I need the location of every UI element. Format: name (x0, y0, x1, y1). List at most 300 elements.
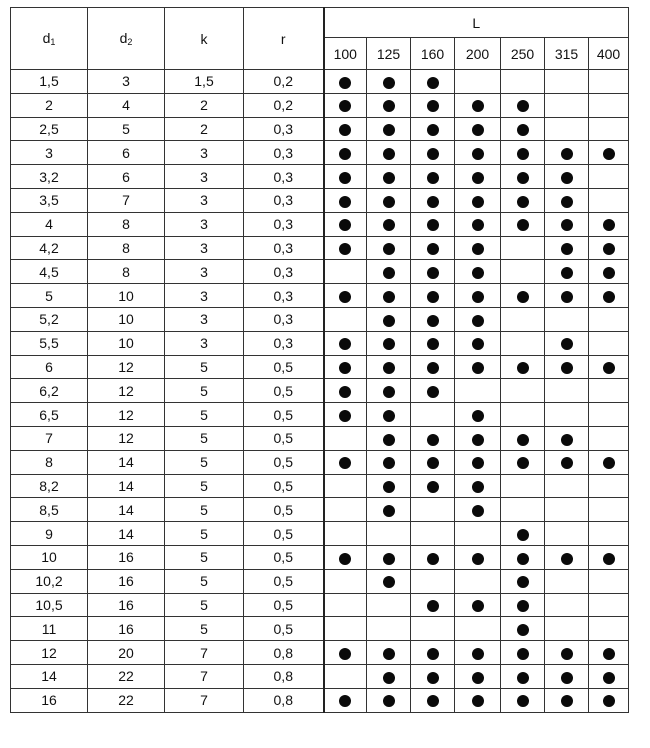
cell-length-400 (589, 331, 629, 355)
cell-length-400 (589, 70, 629, 94)
cell-length-315 (545, 355, 589, 379)
table-row (11, 617, 629, 641)
cell-r: 0,3 (244, 260, 324, 284)
availability-dot-icon (427, 148, 439, 160)
availability-dot-icon (603, 672, 615, 684)
availability-dot-icon (427, 77, 439, 89)
availability-dot-icon (472, 505, 484, 517)
cell-length-250 (501, 117, 545, 141)
header-d1 (11, 8, 88, 70)
availability-dot-icon (339, 457, 351, 469)
cell-k: 5 (165, 593, 244, 617)
availability-dot-icon (427, 648, 439, 660)
cell-length-200 (455, 474, 501, 498)
cell-length-160 (411, 331, 455, 355)
availability-dot-icon (561, 457, 573, 469)
cell-length-400 (589, 498, 629, 522)
cell-length-125 (367, 403, 411, 427)
header-length: 100 (324, 38, 367, 70)
availability-dot-icon (383, 148, 395, 160)
cell-length-200 (455, 355, 501, 379)
cell-length-160 (411, 545, 455, 569)
cell-d1: 10,5 (11, 593, 88, 617)
cell-d2: 14 (88, 450, 165, 474)
cell-k: 2 (165, 117, 244, 141)
cell-r: 0,5 (244, 569, 324, 593)
cell-length-200 (455, 260, 501, 284)
cell-length-400 (589, 545, 629, 569)
availability-dot-icon (603, 148, 615, 160)
cell-length-400 (589, 141, 629, 165)
cell-k: 7 (165, 641, 244, 665)
cell-length-100 (324, 212, 367, 236)
availability-dot-icon (339, 362, 351, 374)
cell-d2: 8 (88, 236, 165, 260)
cell-r: 0,3 (244, 117, 324, 141)
cell-d2: 22 (88, 688, 165, 712)
cell-length-250 (501, 617, 545, 641)
availability-dot-icon (427, 100, 439, 112)
cell-length-250 (501, 522, 545, 546)
cell-length-125 (367, 688, 411, 712)
availability-dot-icon (383, 553, 395, 565)
cell-length-250 (501, 593, 545, 617)
availability-dot-icon (427, 219, 439, 231)
availability-dot-icon (427, 267, 439, 279)
cell-r: 0,5 (244, 498, 324, 522)
cell-length-125 (367, 236, 411, 260)
cell-length-200 (455, 141, 501, 165)
availability-dot-icon (603, 243, 615, 255)
cell-length-160 (411, 236, 455, 260)
table-row (11, 307, 629, 331)
table-row (11, 593, 629, 617)
cell-length-160 (411, 93, 455, 117)
cell-k: 5 (165, 498, 244, 522)
cell-length-315 (545, 141, 589, 165)
cell-d2: 12 (88, 403, 165, 427)
cell-length-250 (501, 141, 545, 165)
cell-d1: 9 (11, 522, 88, 546)
cell-length-160 (411, 522, 455, 546)
cell-length-250 (501, 188, 545, 212)
availability-dot-icon (339, 196, 351, 208)
availability-dot-icon (383, 77, 395, 89)
cell-length-160 (411, 498, 455, 522)
table-row (11, 664, 629, 688)
cell-length-200 (455, 165, 501, 189)
cell-length-125 (367, 331, 411, 355)
availability-dot-icon (472, 410, 484, 422)
cell-d1: 8,2 (11, 474, 88, 498)
cell-length-125 (367, 355, 411, 379)
cell-length-160 (411, 307, 455, 331)
availability-dot-icon (427, 243, 439, 255)
cell-length-100 (324, 450, 367, 474)
header-d2 (88, 8, 165, 70)
cell-r: 0,5 (244, 403, 324, 427)
cell-r: 0,5 (244, 355, 324, 379)
cell-length-125 (367, 450, 411, 474)
cell-k: 5 (165, 545, 244, 569)
cell-d2: 14 (88, 498, 165, 522)
cell-r: 0,8 (244, 641, 324, 665)
cell-r: 0,3 (244, 141, 324, 165)
availability-dot-icon (561, 196, 573, 208)
availability-dot-icon (339, 219, 351, 231)
cell-length-200 (455, 498, 501, 522)
cell-length-315 (545, 117, 589, 141)
cell-length-200 (455, 284, 501, 308)
cell-length-200 (455, 236, 501, 260)
cell-r: 0,8 (244, 688, 324, 712)
availability-dot-icon (603, 695, 615, 707)
cell-length-315 (545, 212, 589, 236)
cell-k: 5 (165, 569, 244, 593)
table-row (11, 403, 629, 427)
table-row (11, 93, 629, 117)
cell-length-100 (324, 617, 367, 641)
cell-length-315 (545, 641, 589, 665)
availability-dot-icon (427, 457, 439, 469)
availability-dot-icon (472, 148, 484, 160)
availability-dot-icon (339, 648, 351, 660)
cell-length-250 (501, 70, 545, 94)
cell-k: 3 (165, 188, 244, 212)
cell-length-250 (501, 236, 545, 260)
cell-length-160 (411, 617, 455, 641)
cell-length-160 (411, 70, 455, 94)
cell-d1: 10,2 (11, 569, 88, 593)
cell-length-100 (324, 641, 367, 665)
availability-dot-icon (472, 338, 484, 350)
table-row (11, 641, 629, 665)
cell-k: 5 (165, 617, 244, 641)
cell-length-200 (455, 688, 501, 712)
availability-dot-icon (383, 576, 395, 588)
cell-length-250 (501, 284, 545, 308)
cell-d1: 4 (11, 212, 88, 236)
availability-dot-icon (427, 338, 439, 350)
availability-dot-icon (561, 553, 573, 565)
cell-length-125 (367, 307, 411, 331)
cell-length-125 (367, 188, 411, 212)
cell-length-250 (501, 379, 545, 403)
table-row (11, 498, 629, 522)
availability-dot-icon (339, 100, 351, 112)
cell-length-100 (324, 569, 367, 593)
cell-d2: 10 (88, 284, 165, 308)
availability-dot-icon (427, 481, 439, 493)
table-row (11, 331, 629, 355)
cell-length-100 (324, 403, 367, 427)
cell-length-125 (367, 641, 411, 665)
cell-length-400 (589, 593, 629, 617)
cell-k: 1,5 (165, 70, 244, 94)
cell-d2: 8 (88, 212, 165, 236)
cell-length-400 (589, 426, 629, 450)
cell-length-160 (411, 593, 455, 617)
cell-k: 5 (165, 379, 244, 403)
availability-dot-icon (472, 124, 484, 136)
availability-dot-icon (339, 695, 351, 707)
availability-dot-icon (603, 267, 615, 279)
cell-r: 0,5 (244, 474, 324, 498)
cell-length-200 (455, 450, 501, 474)
table-row (11, 379, 629, 403)
cell-length-100 (324, 688, 367, 712)
availability-dot-icon (383, 481, 395, 493)
cell-length-125 (367, 165, 411, 189)
cell-r: 0,3 (244, 212, 324, 236)
availability-dot-icon (427, 291, 439, 303)
availability-dot-icon (427, 362, 439, 374)
cell-length-250 (501, 545, 545, 569)
availability-dot-icon (517, 648, 529, 660)
cell-length-315 (545, 236, 589, 260)
cell-k: 3 (165, 331, 244, 355)
availability-dot-icon (383, 267, 395, 279)
cell-length-315 (545, 379, 589, 403)
cell-d1: 8,5 (11, 498, 88, 522)
cell-length-400 (589, 641, 629, 665)
cell-length-200 (455, 379, 501, 403)
cell-length-100 (324, 165, 367, 189)
availability-dot-icon (427, 553, 439, 565)
cell-length-315 (545, 617, 589, 641)
availability-dot-icon (561, 672, 573, 684)
availability-dot-icon (517, 457, 529, 469)
table-container (10, 7, 629, 713)
table-row (11, 188, 629, 212)
availability-dot-icon (383, 505, 395, 517)
availability-dot-icon (383, 672, 395, 684)
cell-length-125 (367, 498, 411, 522)
header-d2-label: d (119, 30, 128, 46)
cell-length-125 (367, 93, 411, 117)
cell-length-400 (589, 260, 629, 284)
availability-dot-icon (517, 576, 529, 588)
cell-length-160 (411, 569, 455, 593)
availability-dot-icon (603, 553, 615, 565)
dimension-table (10, 7, 629, 713)
availability-dot-icon (472, 695, 484, 707)
table-row (11, 165, 629, 189)
cell-d1: 5,2 (11, 307, 88, 331)
cell-length-400 (589, 188, 629, 212)
availability-dot-icon (427, 386, 439, 398)
cell-length-160 (411, 284, 455, 308)
availability-dot-icon (383, 196, 395, 208)
cell-k: 3 (165, 284, 244, 308)
cell-length-315 (545, 450, 589, 474)
cell-length-200 (455, 212, 501, 236)
table-row (11, 260, 629, 284)
cell-k: 5 (165, 450, 244, 474)
availability-dot-icon (339, 124, 351, 136)
cell-length-100 (324, 141, 367, 165)
cell-length-160 (411, 379, 455, 403)
table-row (11, 522, 629, 546)
cell-length-400 (589, 117, 629, 141)
cell-d1: 5,5 (11, 331, 88, 355)
cell-length-160 (411, 260, 455, 284)
cell-length-160 (411, 450, 455, 474)
cell-length-315 (545, 522, 589, 546)
cell-length-400 (589, 474, 629, 498)
availability-dot-icon (427, 196, 439, 208)
availability-dot-icon (339, 410, 351, 422)
header-d1-label: d (42, 30, 51, 46)
cell-r: 0,5 (244, 379, 324, 403)
cell-length-315 (545, 70, 589, 94)
cell-length-125 (367, 664, 411, 688)
cell-length-100 (324, 188, 367, 212)
cell-length-200 (455, 403, 501, 427)
cell-k: 3 (165, 260, 244, 284)
availability-dot-icon (603, 219, 615, 231)
cell-length-160 (411, 165, 455, 189)
availability-dot-icon (339, 291, 351, 303)
cell-length-160 (411, 355, 455, 379)
cell-length-160 (411, 403, 455, 427)
cell-d2: 10 (88, 307, 165, 331)
cell-d1: 7 (11, 426, 88, 450)
cell-r: 0,2 (244, 93, 324, 117)
availability-dot-icon (339, 386, 351, 398)
cell-d1: 3,5 (11, 188, 88, 212)
cell-d1: 10 (11, 545, 88, 569)
cell-length-400 (589, 664, 629, 688)
cell-length-125 (367, 474, 411, 498)
cell-length-250 (501, 664, 545, 688)
header-row-top (11, 8, 629, 38)
availability-dot-icon (561, 267, 573, 279)
cell-d1: 2 (11, 93, 88, 117)
cell-length-315 (545, 307, 589, 331)
cell-length-400 (589, 403, 629, 427)
availability-dot-icon (472, 196, 484, 208)
cell-length-315 (545, 403, 589, 427)
availability-dot-icon (383, 315, 395, 327)
cell-d2: 5 (88, 117, 165, 141)
availability-dot-icon (427, 315, 439, 327)
availability-dot-icon (427, 600, 439, 612)
availability-dot-icon (561, 338, 573, 350)
cell-d2: 14 (88, 474, 165, 498)
cell-d1: 4,2 (11, 236, 88, 260)
cell-d2: 14 (88, 522, 165, 546)
cell-length-100 (324, 664, 367, 688)
cell-length-125 (367, 545, 411, 569)
header-k: k (165, 8, 244, 70)
availability-dot-icon (472, 100, 484, 112)
availability-dot-icon (383, 338, 395, 350)
availability-dot-icon (427, 695, 439, 707)
header-length: 125 (367, 38, 411, 70)
availability-dot-icon (561, 172, 573, 184)
cell-length-315 (545, 284, 589, 308)
cell-r: 0,2 (244, 70, 324, 94)
cell-k: 5 (165, 355, 244, 379)
cell-k: 5 (165, 522, 244, 546)
availability-dot-icon (472, 219, 484, 231)
table-row (11, 212, 629, 236)
cell-length-125 (367, 569, 411, 593)
cell-r: 0,3 (244, 165, 324, 189)
cell-length-250 (501, 260, 545, 284)
cell-length-100 (324, 260, 367, 284)
availability-dot-icon (472, 172, 484, 184)
cell-length-100 (324, 93, 367, 117)
availability-dot-icon (603, 291, 615, 303)
cell-length-100 (324, 593, 367, 617)
availability-dot-icon (383, 434, 395, 446)
cell-length-315 (545, 498, 589, 522)
cell-length-200 (455, 641, 501, 665)
availability-dot-icon (472, 648, 484, 660)
cell-length-160 (411, 664, 455, 688)
availability-dot-icon (561, 648, 573, 660)
cell-d2: 4 (88, 93, 165, 117)
cell-length-400 (589, 212, 629, 236)
cell-length-400 (589, 522, 629, 546)
header-length: 200 (455, 38, 501, 70)
cell-length-200 (455, 117, 501, 141)
cell-length-250 (501, 307, 545, 331)
cell-r: 0,5 (244, 426, 324, 450)
availability-dot-icon (517, 529, 529, 541)
cell-length-400 (589, 165, 629, 189)
availability-dot-icon (383, 291, 395, 303)
cell-d2: 6 (88, 165, 165, 189)
availability-dot-icon (472, 553, 484, 565)
cell-r: 0,3 (244, 331, 324, 355)
availability-dot-icon (517, 148, 529, 160)
cell-d1: 14 (11, 664, 88, 688)
availability-dot-icon (517, 624, 529, 636)
cell-length-100 (324, 426, 367, 450)
cell-r: 0,5 (244, 450, 324, 474)
cell-r: 0,8 (244, 664, 324, 688)
availability-dot-icon (472, 481, 484, 493)
cell-length-200 (455, 617, 501, 641)
cell-r: 0,3 (244, 284, 324, 308)
cell-length-100 (324, 474, 367, 498)
cell-r: 0,5 (244, 522, 324, 546)
cell-length-315 (545, 664, 589, 688)
cell-length-400 (589, 450, 629, 474)
cell-length-125 (367, 141, 411, 165)
availability-dot-icon (517, 124, 529, 136)
cell-length-100 (324, 117, 367, 141)
availability-dot-icon (339, 338, 351, 350)
cell-length-125 (367, 70, 411, 94)
availability-dot-icon (472, 362, 484, 374)
cell-length-125 (367, 379, 411, 403)
cell-length-100 (324, 70, 367, 94)
header-length: 250 (501, 38, 545, 70)
availability-dot-icon (383, 243, 395, 255)
cell-k: 7 (165, 688, 244, 712)
availability-dot-icon (603, 457, 615, 469)
availability-dot-icon (603, 362, 615, 374)
availability-dot-icon (561, 219, 573, 231)
availability-dot-icon (383, 648, 395, 660)
header-d2-subscript: 2 (127, 37, 133, 47)
cell-d1: 3 (11, 141, 88, 165)
cell-d2: 12 (88, 379, 165, 403)
